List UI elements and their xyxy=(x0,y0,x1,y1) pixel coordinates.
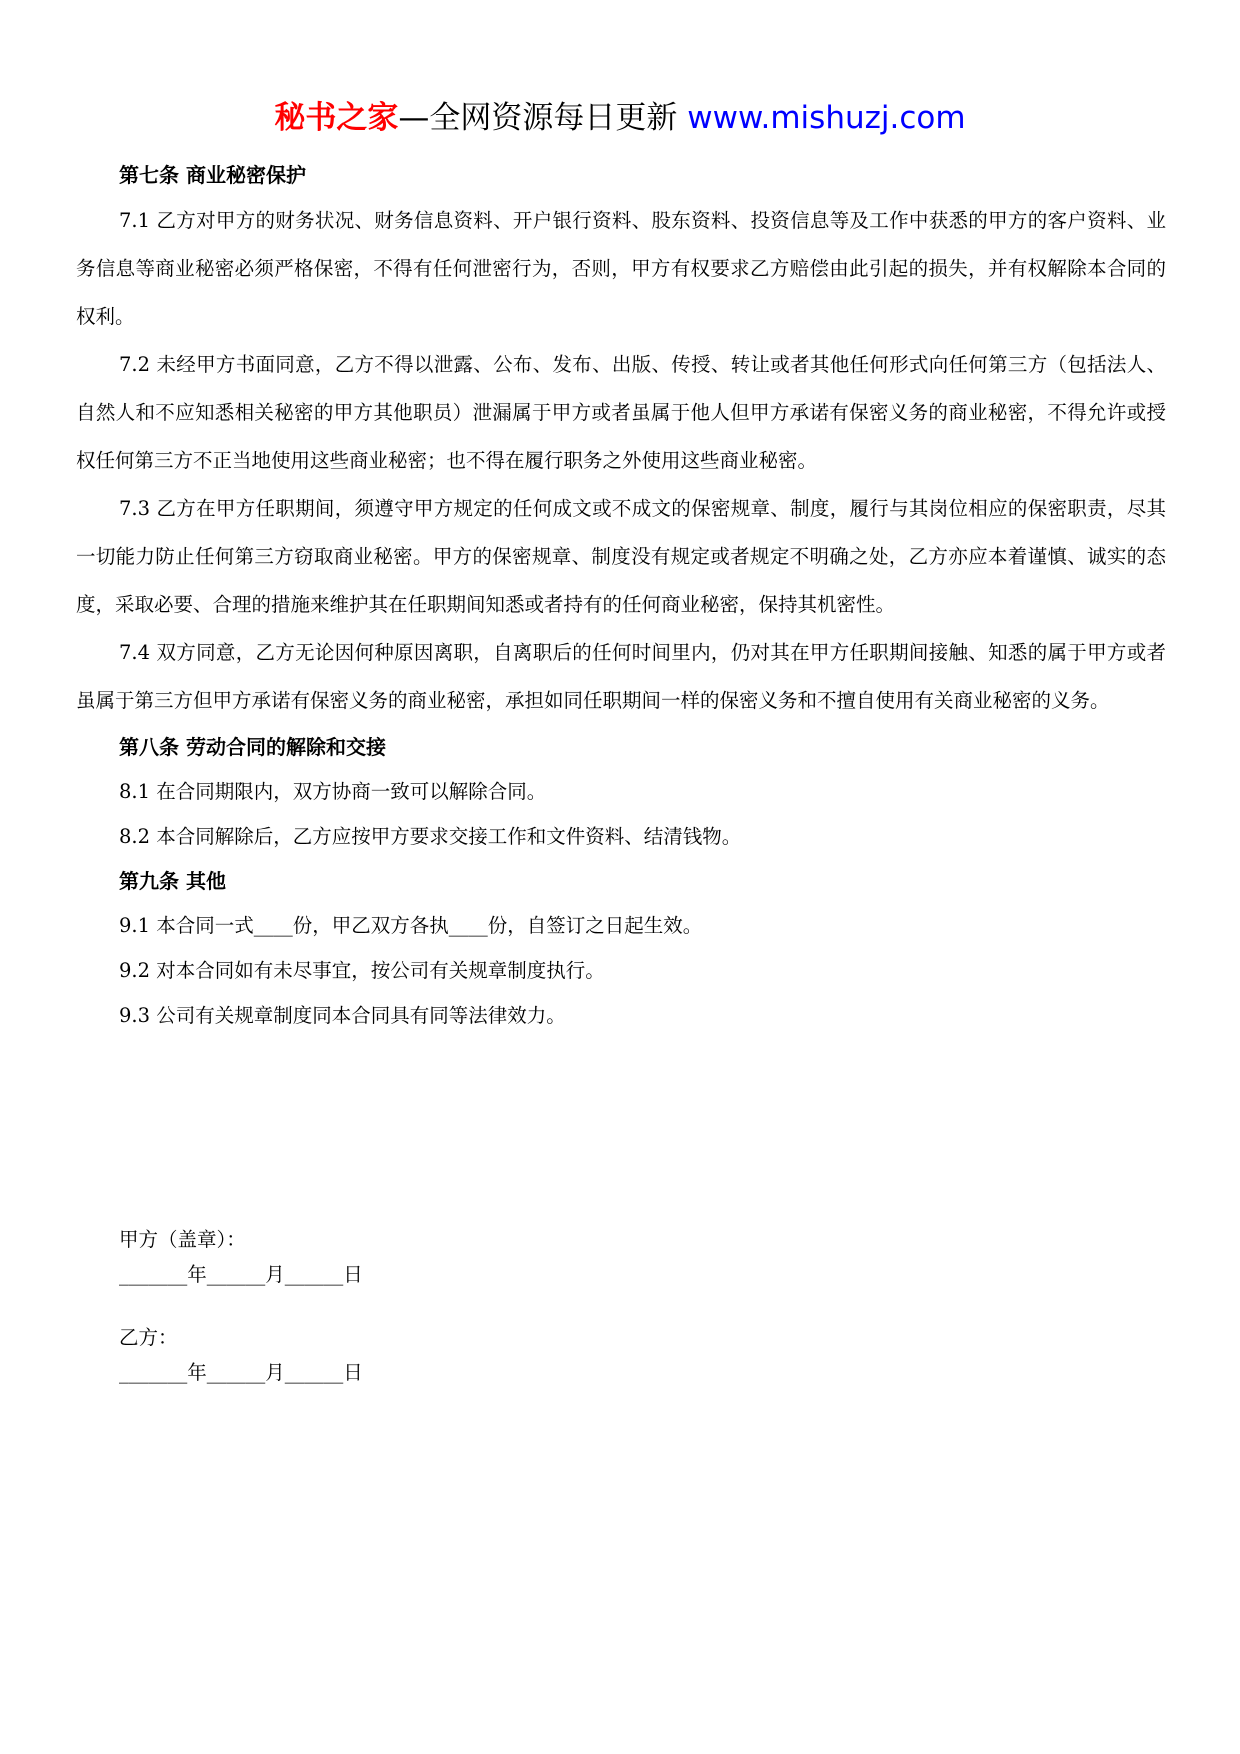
clause-7-1: 7.1 乙方对甲方的财务状况、财务信息资料、开户银行资料、股东资料、投资信息等及工作中获悉的甲方的客户资料、业务信息等商业秘密必须严格保密，不得有任何泄密行为，否则，甲方有权要求乙方赔偿由此引起的损失，并有权解除本合同的权利。 xyxy=(76,209,1166,328)
clause-9-2: 9.2 对本合同如有未尽事宜，按公司有关规章制度执行。 xyxy=(119,959,605,982)
party-b-label: 乙方： xyxy=(119,1326,178,1349)
party-b-date-line: _______年______月______日 xyxy=(119,1361,363,1384)
article-7-heading: 第七条 商业秘密保护 xyxy=(119,163,306,187)
banner-brand: 秘书之家 xyxy=(274,100,399,136)
banner-url-link[interactable]: www.mishuzj.com xyxy=(687,100,966,136)
clause-7-3: 7.3 乙方在甲方任职期间，须遵守甲方规定的任何成文或不成文的保密规章、制度，履行与其岗位相应的保密职责，尽其一切能力防止任何第三方窃取商业秘密。甲方的保密规章、制度没有规定或者规定不明确之处，乙方亦应本着谨慎、诚实的态度，采取必要、合理的措施来维护其在任职期间知悉或者持有的任何商业秘密，保持其机密性。 xyxy=(76,497,1166,616)
clause-8-2: 8.2 本合同解除后，乙方应按甲方要求交接工作和文件资料、结清钱物。 xyxy=(119,825,742,848)
clause-9-1: 9.1 本合同一式____份，甲乙双方各执____份，自签订之日起生效。 xyxy=(119,914,703,937)
clause-9-3: 9.3 公司有关规章制度同本合同具有同等法律效力。 xyxy=(119,1004,566,1027)
clause-7-2: 7.2 未经甲方书面同意，乙方不得以泄露、公布、发布、出版、传授、转让或者其他任何形式向任何第三方（包括法人、自然人和不应知悉相关秘密的甲方其他职员）泄漏属于甲方或者虽属于他人但甲方承诺有保密义务的商业秘密，不得允许或授权任何第三方不正当地使用这些商业秘密；也不得在履行职务之外使用这些商业秘密。 xyxy=(76,353,1166,472)
clause-7-4: 7.4 双方同意，乙方无论因何种原因离职，自离职后的任何时间里内，仍对其在甲方任职期间接触、知悉的属于甲方或者虽属于第三方但甲方承诺有保密义务的商业秘密，承担如同任职期间一样的保密义务和不擅自使用有关商业秘密的义务。 xyxy=(76,641,1166,712)
site-banner xyxy=(0,98,1240,138)
party-a-signature-block xyxy=(119,1222,363,1292)
article-8-heading: 第八条 劳动合同的解除和交接 xyxy=(119,735,386,759)
party-a-date-line: _______年______月______日 xyxy=(119,1263,363,1286)
clause-8-1: 8.1 在合同期限内，双方协商一致可以解除合同。 xyxy=(119,780,547,803)
banner-tagline: —全网资源每日更新 xyxy=(398,100,688,136)
article-9-heading: 第九条 其他 xyxy=(119,869,226,893)
party-b-signature-block xyxy=(119,1320,363,1390)
party-a-label: 甲方（盖章）： xyxy=(119,1228,246,1251)
contract-body xyxy=(76,153,1166,1038)
